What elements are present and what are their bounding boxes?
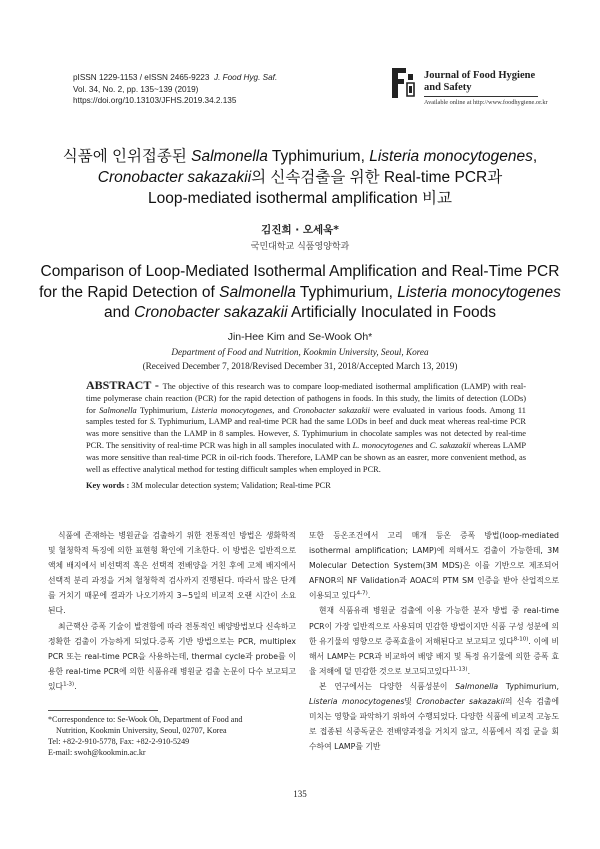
paragraph: 본 연구에서는 다양한 식품성분이 Salmonella Typhimurium, Listeria monocytogenes및 Cronobacter sakazakii의 신속 검출에 미치는 영향을 파악하기 위하여 수행되었다. 다양한 식품에 비교적 고농도로 접종된 식중독균은 전배양과정을 거치지 않고, 식품에서 직접 균을 회수하여 LAMP를 기반 (309, 681, 560, 752)
citation: 11-13) (449, 666, 468, 673)
volume-line: Vol. 34, No. 2, pp. 135~139 (2019) (73, 84, 199, 94)
email-link[interactable]: E-mail: swoh@kookmin.ac.kr (48, 748, 146, 757)
keywords: Key words : 3M molecular detection system; Validation; Real-time PCR (86, 481, 331, 491)
doi-link[interactable]: https://doi.org/10.13103/JFHS.2019.34.2.135 (73, 96, 237, 105)
korean-title: 식품에 인위접종된 Salmonella Typhimurium, Listeria monocytogenes, Cronobacter sakazakii의 신속검출을 위한 Real-time PCR과 Loop-mediated isothermal amplification 비교 (62, 148, 538, 207)
journal-abbrev: J. Food Hyg. Saf. (213, 73, 278, 82)
paragraph: 식품에 존재하는 병원균을 검출하기 위한 전통적인 방법은 생화학적 및 혈청학적 특징에 의한 표현형 확인에 기초한다. 이 방법은 일반적으로 액체 배지에서 비선택적 혹은 선택적 전배양을 거친 후에 고체 배지에서 선택적 분리 과정을 거쳐 혈청학적 검사까지 진행된다. 따라서 많은 단계를 거치기 때문에 결과가 나오기까지 3~5일의 비교적 오랜 시간이 소요된다. (48, 531, 296, 616)
body-left-column (48, 528, 296, 694)
korean-authors: 김진희 · 오세욱* (261, 224, 339, 236)
body-right-column (309, 528, 559, 754)
abstract-text: ABSTRACT - The objective of this research was to compare loop-mediated isothermal amplification (LAMP) with real-time polymerase chain reaction (PCR) for the rapid detection of pathogens in foods. In this study, the limits of detection (LODs) for Salmonella Typhimurium, Listeria monocytogenes, and Cronobacter sakazakii were evaluated in various foods. Among 11 samples tested for S. Typhimurium, LAMP and real-time PCR had the same LODs in beef and duck meat whereas real-time PCR was more sensitive than the LAMP in 8 samples. However, S. Typhimurium in chocolate samples was not detected by real-time PCR. The sensitivity of real-time PCR was high in all samples inoculated with L. monocytogenes and C. sakazakii whereas LAMP was more sensitive than real-time PCR in oil-rich foods. Therefore, LAMP can be shown as an easrer, more convenient method, as well as effective analytical method for testing difficult samples when employed in PCR. (86, 378, 526, 474)
journal-url[interactable]: Available online at http://www.foodhygiene.or.kr (424, 99, 548, 106)
citation: 1-3) (63, 681, 75, 688)
citation: 8-10) (513, 636, 529, 643)
page-number: 135 (293, 789, 307, 799)
journal-metadata (73, 72, 277, 107)
journal-title: Journal of Food Hygiene and Safety (424, 70, 536, 93)
paragraph: 최근핵산 증폭 기술이 발전함에 따라 전통적인 배양방법보다 신속하고 정확한 검출이 가능하게 되었다.증폭 기반 방법으로는 PCR, multiplex PCR 또는 real-time PCR을 사용하는데, thermal cycle과 probe를 이용한 real-time PCR에 의한 식품유래 병원균 검출 논문이 다수 보고되고 있다$^{1-3)}$. (48, 621, 296, 691)
english-authors: Jin-Hee Kim and Se-Wook Oh* (227, 331, 373, 343)
journal-emblem-icon (388, 66, 416, 100)
abstract-heading: ABSTRACT - (86, 378, 163, 392)
journal-logo (388, 66, 548, 110)
english-title: Comparison of Loop-Mediated Isothermal Amplification and Real-Time PCR for the Rapid Detection of Salmonella Typhimurium, Listeria monocytogenes and Cronobacter sakazakii Artificially Inoculated in Foods (39, 263, 561, 321)
abstract (86, 380, 526, 492)
received-dates: (Received December 7, 2018/Revised December 31, 2018/Accepted March 13, 2019) (142, 361, 458, 371)
keywords-label: Key words : (86, 481, 130, 491)
paragraph: 또한 등온조건에서 고리 매개 등온 증폭 방법(loop-mediated isothermal amplification; LAMP)에 의해서도 검출이 가능한데, 3M Molecular Detection System(3M MDS)은 이를 기반으로 제조되어AFNOR의 NF Validation과 AOAC의 PTM SM 인증을 받아 산업적으로 이용되고 있다$^{4-7)}$. (309, 531, 559, 601)
issn-line: pISSN 1229-1153 / eISSN 2465-9223 (73, 73, 210, 82)
paragraph: 현재 식품유래 병원균 검출에 이용 가능한 분자 방법 중 real-time PCR이 가장 일반적으로 사용되며 민감한 방법이지만 식품 구성 성분에 의한 유기물의 영향으로 증폭효율이 저해된다고 보고되고 있다$^{8-10)}$. 이에 비해서 LAMP는 PCR과 비교하여 배양 배지 및 특정 유기물에 의한 증폭 효율 저해에 덜 민감한 것으로 보고되고있다$^{11-13)}$. (309, 606, 559, 676)
footnote-divider (48, 710, 158, 711)
correspondence-footnote: *Correspondence to: Se-Wook Oh, Department of Food and Nutrition, Kookmin University, Seoul, 02707, Korea Tel: +82-2-910-5778, Fax: +82-2-910-5249 E-mail: swoh@kookmin.ac.kr (48, 714, 298, 758)
english-affiliation: Department of Food and Nutrition, Kookmin University, Seoul, Korea (171, 347, 429, 357)
logo-divider (424, 96, 538, 97)
korean-affiliation: 국민대학교 식품영양학과 (250, 242, 350, 252)
citation: 4-7) (356, 590, 368, 597)
